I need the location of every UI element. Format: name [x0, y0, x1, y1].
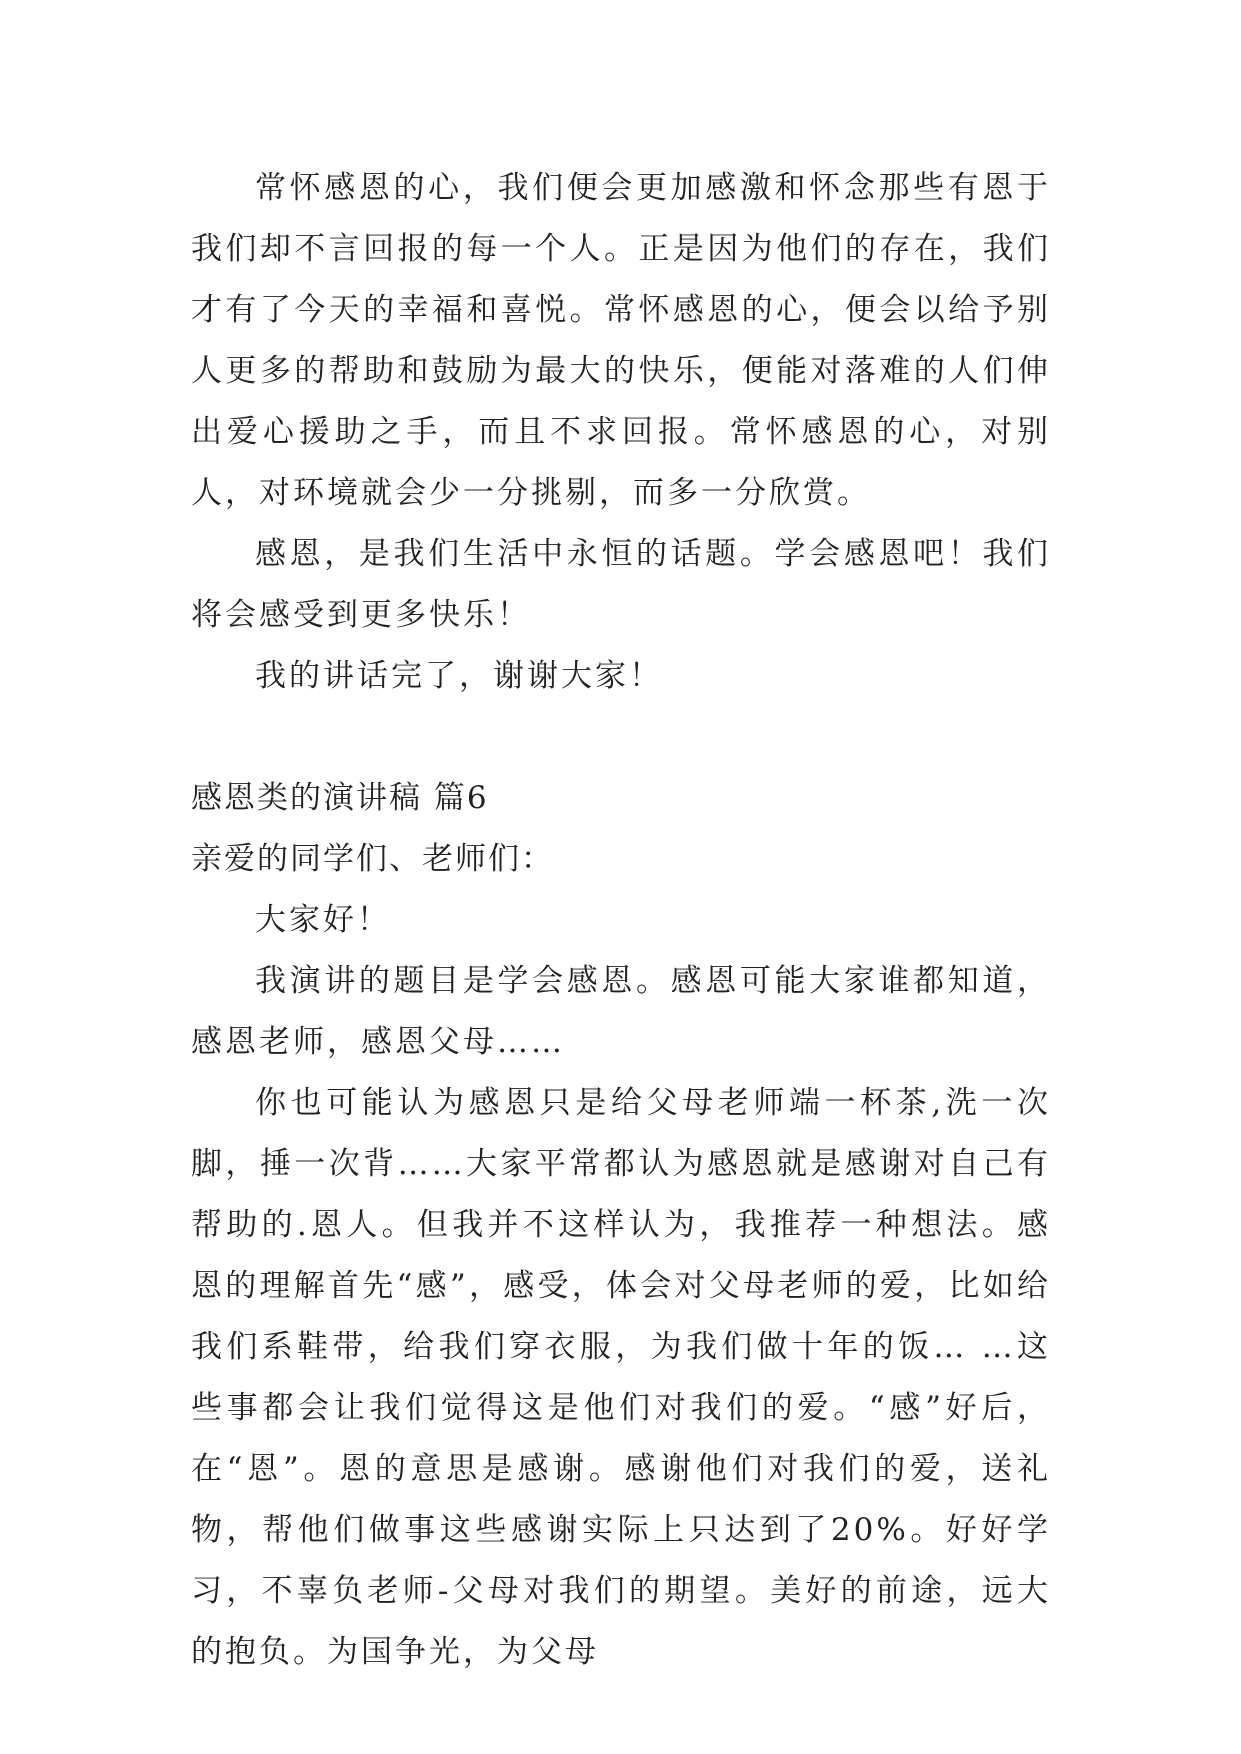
section-title: 感恩类的演讲稿 篇6 — [191, 780, 489, 816]
paragraph-greeting: 大家好！ — [255, 902, 391, 938]
paragraph-closing: 我的讲话完了，谢谢大家！ — [255, 658, 663, 694]
paragraph-gratitude-heart: 常怀感恩的心，我们便会更加感激和怀念那些有恩于我们却不言回报的每一个人。正是因为他们的存在，我们才有了今天的幸福和喜悦。常怀感恩的心，便会以给予别人更多的帮助和鼓励为最大的快乐，便能对落难的人们伸出爱心援助之手，而且不求回报。常怀感恩的心，对别人，对环境就会少一分挑剔，而多一分欣赏。 — [191, 170, 1051, 511]
salutation: 亲爱的同学们、老师们： — [191, 841, 554, 877]
paragraph-gratitude-topic: 感恩，是我们生活中永恒的话题。学会感恩吧！我们将会感受到更多快乐！ — [191, 536, 1051, 633]
paragraph-speech-body: 你也可能认为感恩只是给父母老师端一杯茶,洗一次脚，捶一次背……大家平常都认为感恩就是感谢对自己有帮助的.恩人。但我并不这样认为，我推荐一种想法。感恩的理解首先“感”，感受，体会对父母老师的爱，比如给我们系鞋带，给我们穿衣服，为我们做十年的饭… …这些事都会让我们觉得这是他们对我们的爱。“感”好后，在“恩”。恩的意思是感谢。感谢他们对我们的爱，送礼物，帮他们做事这些感谢实际上只达到了20%。好好学习，不辜负老师-父母对我们的期望。美好的前途，远大的抱负。为国争光，为父母 — [191, 1085, 1051, 1670]
paragraph-speech-topic: 我演讲的题目是学会感恩。感恩可能大家谁都知道，感恩老师，感恩父母…… — [191, 963, 1051, 1060]
document-body — [191, 158, 1051, 1683]
section-spacer — [191, 707, 1051, 768]
